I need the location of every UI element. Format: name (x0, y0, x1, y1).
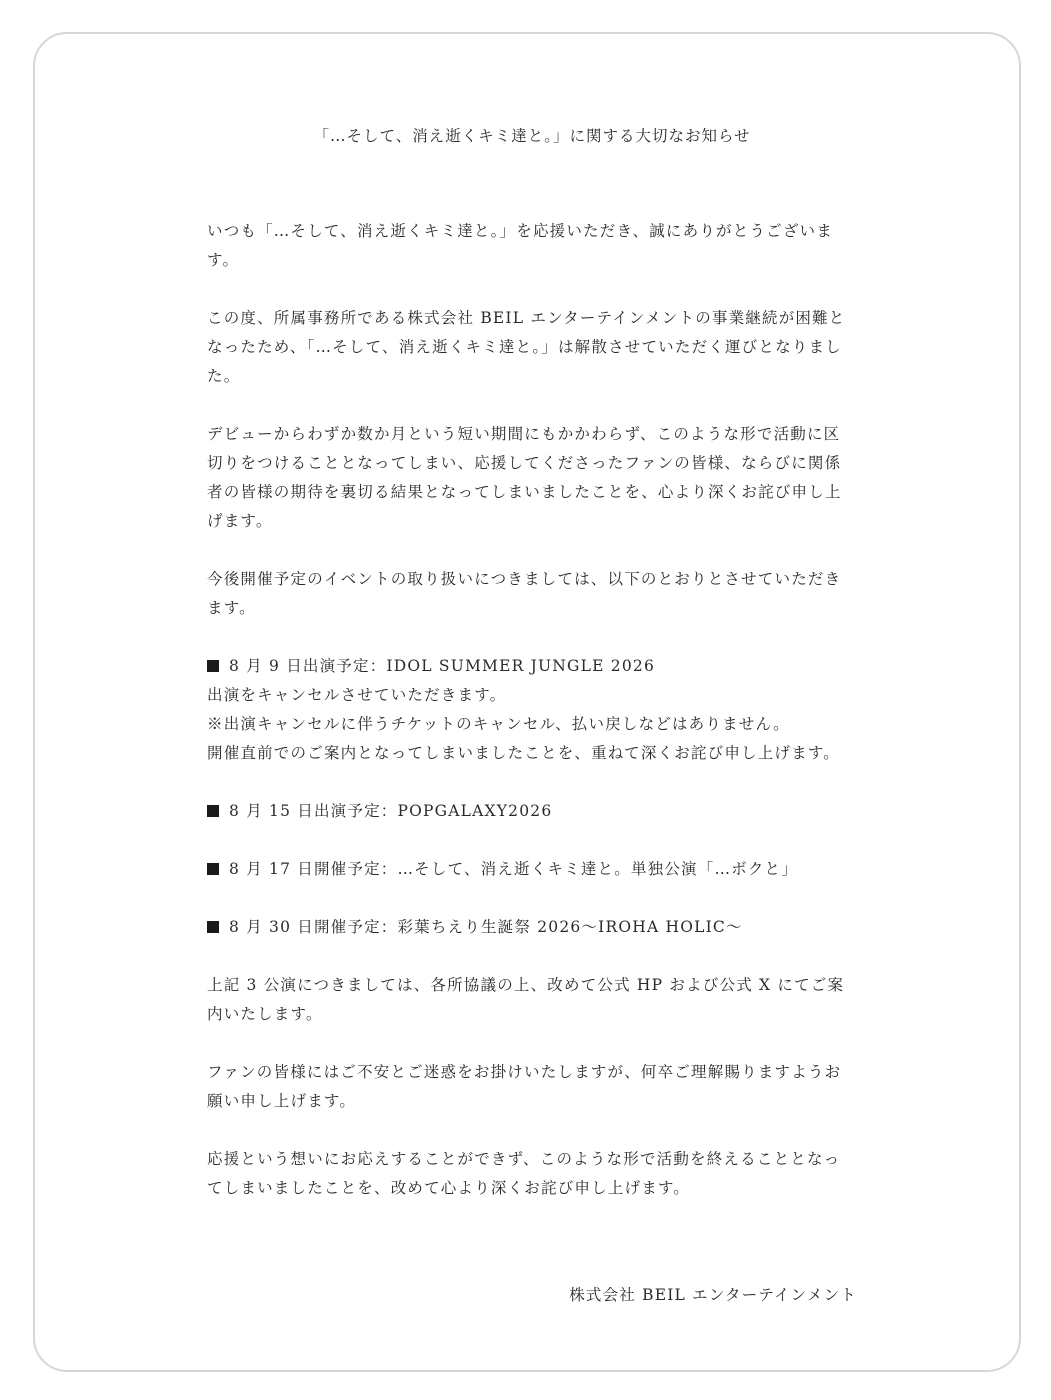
paragraph-events-intro: 今後開催予定のイベントの取り扱いにつきましては、以下のとおりとさせていただきます。 (207, 570, 842, 617)
event-heading-text: 8 月 15 日出演予定：POPGALAXY2026 (229, 802, 553, 820)
paragraph-announcement: 上記 3 公演につきましては、各所協議の上、改めて公式 HP および公式 X にてご案内いたします。 (207, 976, 845, 1023)
square-bullet-icon (207, 660, 219, 672)
event-heading-text: 8 月 9 日出演予定：IDOL SUMMER JUNGLE 2026 (229, 657, 656, 675)
event-heading-text: 8 月 17 日開催予定：…そして、消え逝くキミ達と。単独公演「…ボクと」 (229, 860, 798, 878)
event-line: 開催直前でのご案内となってしまいましたことを、重ねて深くお詫び申し上げます。 (207, 744, 840, 762)
paragraph-disband-reason: この度、所属事務所である株式会社 BEIL エンターテインメントの事業継続が困難となったため、「…そして、消え逝くキミ達と。」は解散させていただく運びとなりました。 (207, 309, 846, 385)
event-line: ※出演キャンセルに伴うチケットのキャンセル、払い戻しなどはありません。 (207, 715, 790, 733)
square-bullet-icon (207, 921, 219, 933)
notice-title: 「…そして、消え逝くキミ達と。」に関する大切なお知らせ (313, 127, 751, 145)
paragraph-thanks: いつも「…そして、消え逝くキミ達と。」を応援いただき、誠にありがとうございます。 (207, 222, 833, 269)
square-bullet-icon (207, 805, 219, 817)
event-heading-aug30 (207, 913, 857, 942)
company-signature: 株式会社 BEIL エンターテインメント (569, 1286, 857, 1304)
paragraph-final-apology: 応援という想いにお応えすることができず、このような形で活動を終えることとなってしまいましたことを、改めて心より深くお詫び申し上げます。 (207, 1150, 841, 1197)
event-line: 出演をキャンセルさせていただきます。 (207, 686, 507, 704)
event-heading-aug17 (207, 855, 857, 884)
paragraph-apology: デビューからわずか数か月という短い期間にもかかわらず、このような形で活動に区切りをつけることとなってしまい、応援してくださったファンの皆様、ならびに関係者の皆様の期待を裏切る結果となってしまいましたことを、心より深くお詫び申し上げます。 (207, 425, 842, 530)
notice-card (33, 32, 1021, 1372)
event-heading-aug9 (207, 652, 857, 681)
paragraph-understanding: ファンの皆様にはご不安とご迷惑をお掛けいたしますが、何卒ご理解賜りますようお願い申し上げます。 (207, 1063, 842, 1110)
event-heading-text: 8 月 30 日開催予定：彩葉ちえり生誕祭 2026〜IROHA HOLIC〜 (229, 918, 743, 936)
notice-document (207, 122, 857, 1310)
square-bullet-icon (207, 863, 219, 875)
event-heading-aug15 (207, 797, 857, 826)
